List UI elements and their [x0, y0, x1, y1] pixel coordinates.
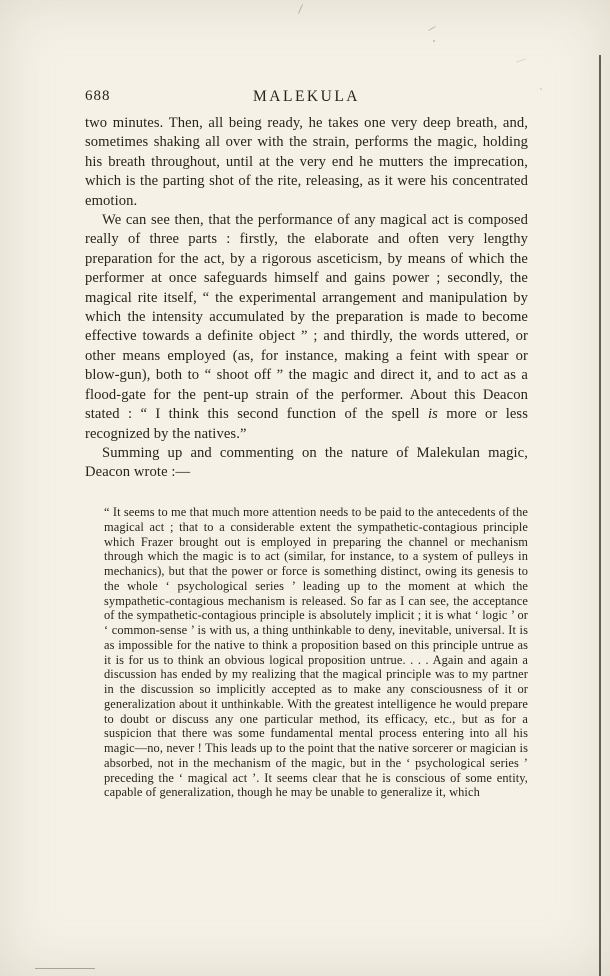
- scan-bottom-line: [35, 968, 95, 969]
- scan-artifact: [433, 40, 435, 42]
- paragraph-2: [85, 211, 528, 444]
- scan-artifact: [298, 4, 303, 13]
- paragraph-1: two minutes. Then, all being ready, he takes one very deep breath, and, sometimes shaking all over with the strain, performs the magic, holding his breath throughout, until at the very end he mutters the imprecation, which is the parting shot of the rite, releasing, as it were his concentrated emotion.: [85, 115, 528, 209]
- paragraph-2-italic-word: is: [428, 406, 438, 423]
- scan-artifact: [428, 26, 435, 31]
- page-number: 688: [85, 88, 111, 104]
- paragraph-2-text: We can see then, that the performance of any magical act is composed really of three parts : firstly, the elaborate and often very lengthy preparation for the act, by a rigorous asceticism, by means of which the performer at once safeguards himself and gains power ; secondly, the magical rite itself, “ the experimental arrangement and manipulation by which the intensity accumulated by the preparation is made to become effective towards a definite object ” ; and thirdly, the words uttered, or other means employed (as, for instance, making a feint with spear or blow-gun), both to “ shoot off ” the magic and direct it, and to act as a flood-gate for the pent-up strain of the performer. About this Deacon stated : “ I think this second function of the spell: [85, 212, 528, 423]
- scan-edge-line: [599, 55, 601, 976]
- body-text: [85, 114, 528, 483]
- quote-paragraph: “ It seems to me that much more attention needs to be paid to the antecedents of the magical act ; that to a considerable extent the sympathetic-contagious principle which Frazer brought out is employed in preparing the channel or mechanism through which the magic is to act (similar, for instance, to a system of pulleys in mechanics), but that the power or force is something distinct, owing its genesis to the whole ‘ psychological series ’ leading up to the moment at which the sympathetic-contagious mechanism is released. So far as I can see, the acceptance of the sympathetic-contagious principle is absolutely implicit ; it is what ‘ logic ’ or ‘ common-sense ’ is with us, a thing unthinkable to deny, inevitable, universal. It is as impossible for the native to think a proposition based on this principle untrue as it is for us to think an obvious logical proposition untrue. . . . Again and again a discussion has ended by my realizing that the magical principle was to my partner in the discussion so implicitly accepted as to make any consciousness of it or generalization about it unthinkable. With the greatest intelligence he would prepare to doubt or discuss any one particular method, its efficacy, etc., but as for a suspicion that there was some fundamental mental process entering into all his magic—no, never ! This leads up to the point that the native sorcerer or magician is absorbed, not in the mechanism of the magic, but in the ‘ psychological series ’ preceding the ‘ magical act ’. It seems clear that he is conscious of some entity, capable of generalization, though he may be unable to generalize it, which: [104, 505, 528, 800]
- paragraph-2-text-end: more or less recognized by the natives.”: [85, 406, 528, 442]
- running-title: MALEKULA: [253, 88, 360, 105]
- paragraph-3: Summing up and commenting on the nature of Malekulan magic, Deacon wrote :—: [85, 444, 528, 481]
- running-header: [85, 88, 528, 108]
- scan-artifact: [516, 58, 526, 62]
- scan-artifact: [540, 88, 542, 90]
